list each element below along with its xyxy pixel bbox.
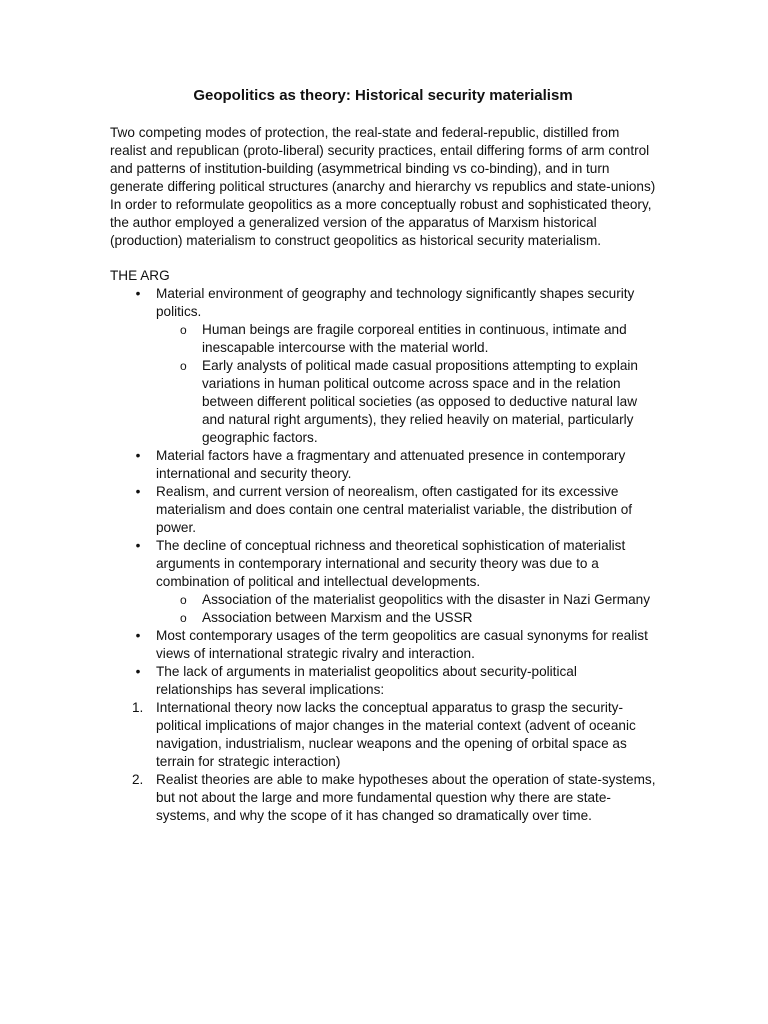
intro-paragraph-2: In order to reformulate geopolitics as a more conceptually robust and sophisticated theory, the author employed a generalized version of the apparatus of Marxism historical (production) materialism to construct geopolitics as historical security materialism.	[110, 197, 652, 248]
bullet-marker: •	[135, 628, 141, 643]
sub-bullet-marker: o	[180, 359, 187, 373]
bullet-item	[110, 627, 656, 663]
sub-bullet-item	[156, 357, 656, 447]
sub-bullet-text: Association between Marxism and the USSR	[202, 610, 473, 625]
sub-bullet-list	[156, 591, 656, 627]
sub-bullet-text: Association of the materialist geopolitics with the disaster in Nazi Germany	[202, 592, 651, 607]
document-title: Geopolitics as theory: Historical security materialism	[193, 87, 573, 104]
bullet-text: The decline of conceptual richness and theoretical sophistication of materialist arguments in contemporary international and security theory was due to a combination of political and intellectual developments.	[156, 538, 626, 589]
bullet-text: Material factors have a fragmentary and attenuated presence in contemporary international and security theory.	[156, 448, 626, 481]
sub-bullet-marker: o	[180, 611, 187, 625]
bullet-item	[110, 285, 656, 447]
sub-bullet-text: Human beings are fragile corporeal entities in continuous, intimate and inescapable intercourse with the material world.	[202, 322, 627, 355]
numbered-text: Realist theories are able to make hypotheses about the operation of state-systems, but not about the large and more fundamental question why there are state-systems, and why the scope of it has changed so dramatically over time.	[156, 772, 656, 823]
section-heading: THE ARG	[110, 268, 170, 283]
bullet-item	[110, 663, 656, 699]
bullet-marker: •	[135, 664, 141, 679]
sub-bullet-list	[156, 321, 656, 447]
numbered-item	[110, 771, 656, 825]
bullet-marker: •	[135, 286, 141, 301]
argument-bullet-list	[110, 285, 656, 699]
implications-numbered-list	[110, 699, 656, 825]
bullet-text: The lack of arguments in materialist geopolitics about security-political relationships has several implications:	[156, 664, 577, 697]
bullet-text: Material environment of geography and technology significantly shapes security politics.	[156, 286, 635, 319]
intro-paragraph-1: Two competing modes of protection, the real-state and federal-republic, distilled from realist and republican (proto-liberal) security practices, entail differing forms of arm control and patterns of institution-building (asymmetrical binding vs co-binding), and in turn generate differing political structures (anarchy and hierarchy vs republics and state-unions)	[110, 125, 656, 194]
bullet-item	[110, 483, 656, 537]
number-marker: 2.	[132, 772, 144, 787]
number-marker: 1.	[132, 700, 144, 715]
sub-bullet-item	[156, 609, 656, 627]
bullet-text: Most contemporary usages of the term geopolitics are casual synonyms for realist views of international strategic rivalry and interaction.	[156, 628, 648, 661]
sub-bullet-text: Early analysts of political made casual propositions attempting to explain variations in human political outcome across space and in the relation between different political societies (as opposed to deductive natural law and natural right arguments), they relied heavily on material, particularly geographic factors.	[202, 358, 638, 445]
numbered-text: International theory now lacks the conceptual apparatus to grasp the security-political implications of major changes in the material context (advent of oceanic navigation, industrialism, nuclear weapons and the opening of orbital space as terrain for strategic interaction)	[156, 700, 636, 769]
bullet-marker: •	[135, 484, 141, 499]
sub-bullet-marker: o	[180, 593, 187, 607]
sub-bullet-marker: o	[180, 323, 187, 337]
sub-bullet-item	[156, 591, 656, 609]
bullet-marker: •	[135, 448, 141, 463]
sub-bullet-item	[156, 321, 656, 357]
bullet-text: Realism, and current version of neorealism, often castigated for its excessive materialism and does contain one central materialist variable, the distribution of power.	[156, 484, 633, 535]
numbered-item	[110, 699, 656, 771]
bullet-marker: •	[135, 538, 141, 553]
bullet-item	[110, 447, 656, 483]
bullet-item	[110, 537, 656, 627]
